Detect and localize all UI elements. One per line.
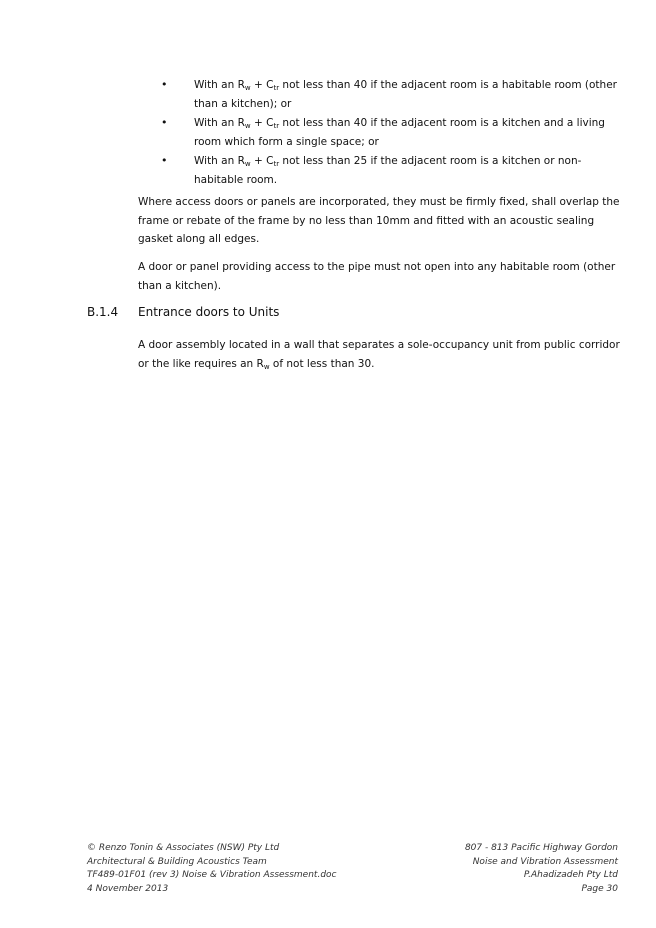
bullet-item: • With an $R_w + C_{tr}$ not less than 40 if the adjacent room is a habitable room (other than a kitchen); or <box>161 78 617 110</box>
footer-copyright: © Renzo Tonin & Associates (NSW) Pty Ltd <box>87 843 280 853</box>
bullet-item: • With an $R_w + C_{tr}$ not less than 25 if the adjacent room is a kitchen or non-habitable room. <box>161 154 582 186</box>
footer-report-title: Noise and Vibration Assessment <box>472 856 618 867</box>
access-doors-paragraph: Where access doors or panels are incorporated, they must be firmly fixed, shall overlap the frame or rebate of the frame by no less than 10mm and fitted with an acoustic sealing gasket along all edges. <box>138 196 620 245</box>
bullet-icon: • <box>161 78 168 91</box>
section-title: Entrance doors to Units <box>138 305 280 319</box>
footer-team: Architectural & Building Acoustics Team <box>87 856 267 867</box>
requirements-bullet-list <box>158 76 628 190</box>
bullet-icon: • <box>161 116 168 129</box>
section-heading <box>87 304 279 320</box>
bullet-item: • With an $R_w + C_{tr}$ not less than 40 if the adjacent room is a kitchen and a living room which form a single space; or <box>161 116 605 148</box>
entrance-doors-paragraph: A door assembly located in a wall that separates a sole-occupancy unit from public corridor or the like requires an $R_w$ of not less than 30. <box>138 339 620 371</box>
door-panel-paragraph: A door or panel providing access to the pipe must not open into any habitable room (other than a kitchen). <box>138 261 616 292</box>
footer-date: 4 November 2013 <box>87 883 169 894</box>
bullet-icon: • <box>161 154 168 167</box>
footer-right <box>465 842 618 896</box>
footer-client: P.Ahadizadeh Pty Ltd <box>523 870 618 880</box>
footer-left <box>87 842 336 896</box>
footer-page-number: Page 30 <box>581 883 618 894</box>
footer-project-address: 807 - 813 Pacific Highway Gordon <box>464 843 618 853</box>
section-number: B.1.4 <box>87 305 119 319</box>
footer-document-ref: TF489-01F01 (rev 3) Noise & Vibration Assessment.doc <box>87 870 337 880</box>
